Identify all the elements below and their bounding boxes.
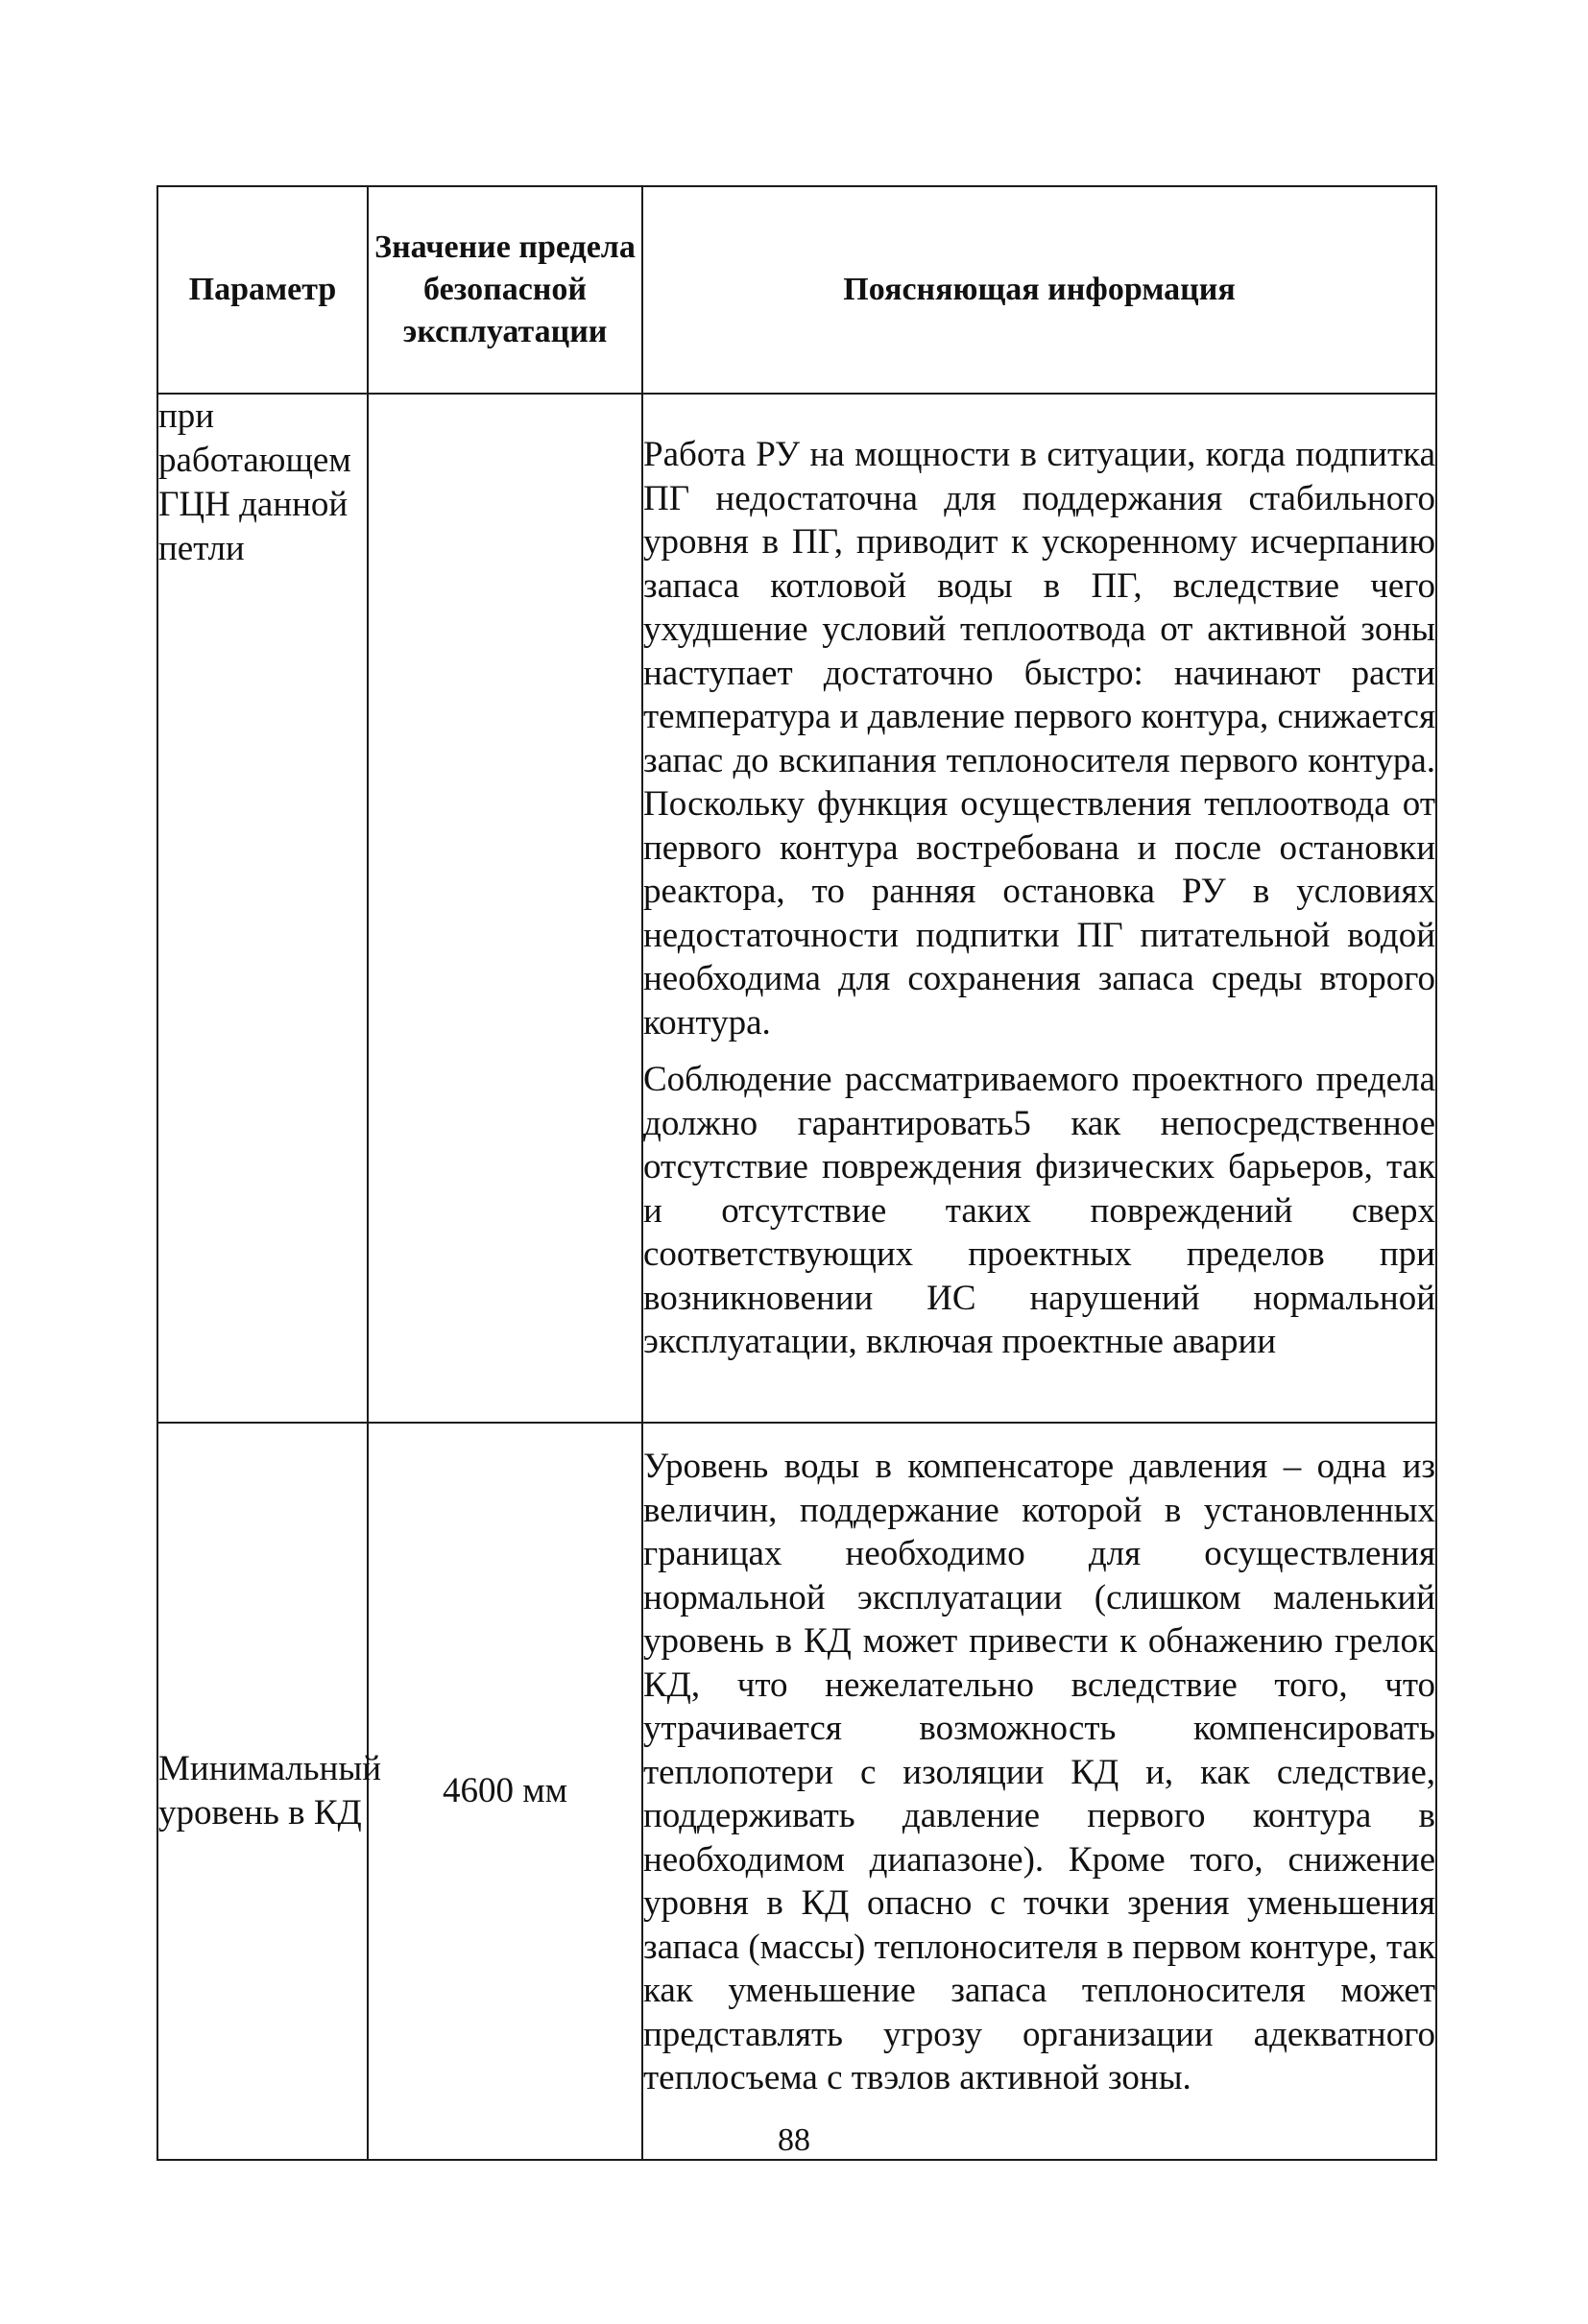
info-cell <box>642 394 1436 1423</box>
header-param: Параметр <box>157 186 368 394</box>
header-info: Поясняющая информация <box>642 186 1436 394</box>
value-cell <box>368 394 642 1423</box>
param-cell: при работающем ГЦН данной петли <box>157 394 368 1423</box>
safety-limits-table <box>156 185 1437 2161</box>
table-row <box>157 394 1436 1423</box>
info-cell <box>642 1423 1436 2160</box>
param-cell: Минимальный уровень в КД <box>157 1423 368 2160</box>
table-header-row <box>157 186 1436 394</box>
table-row <box>157 1423 1436 2160</box>
value-cell: 4600 мм <box>368 1423 642 2160</box>
header-value: Значение предела безопасной эксплуатации <box>368 186 642 394</box>
info-paragraph: Соблюдение рассматриваемого проектного предела должно гарантировать5 как непосредственное отсутствие повреждения физических барьеров, так и отсутствие таких повреждений сверх соответствующих проектных пределов при возникновении ИС нарушений нормальной эксплуатации, включая проектные аварии <box>643 1060 1435 1361</box>
info-paragraph: Работа РУ на мощности в ситуации, когда подпитка ПГ недостаточна для поддержания стабильного уровня в ПГ, приводит к ускоренному исчерпанию запаса котловой воды в ПГ, вследствие чего ухудшение условий теплоотвода от активной зоны наступает достаточно быстро: начинают расти температура и давление первого контура, снижается запас до вскипания теплоносителя первого контура. Поскольку функция осуществления теплоотвода от первого контура востребована и после остановки реактора, то ранняя остановка РУ в условиях недостаточности подпитки ПГ питательной водой необходима для сохранения запаса среды второго контура. <box>643 435 1435 1042</box>
page-number: 88 <box>778 2122 810 2158</box>
info-paragraph: Уровень воды в компенсаторе давления – одна из величин, поддержание которой в установленных границах необходимо для осуществления нормальной эксплуатации (слишком маленький уровень в КД может привести к обнажению грелок КД, что нежелательно вследствие того, что утрачивается возможность компенсировать теплопотери с изоляции КД и, как следствие, поддерживать давление первого контура в необходимом диапазоне). Кроме того, снижение уровня в КД опасно с точки зрения уменьшения запаса (массы) теплоносителя в первом контуре, так как уменьшение запаса теплоносителя может представлять угрозу организации адекватного теплосъема с твэлов активной зоны. <box>643 1447 1435 2097</box>
